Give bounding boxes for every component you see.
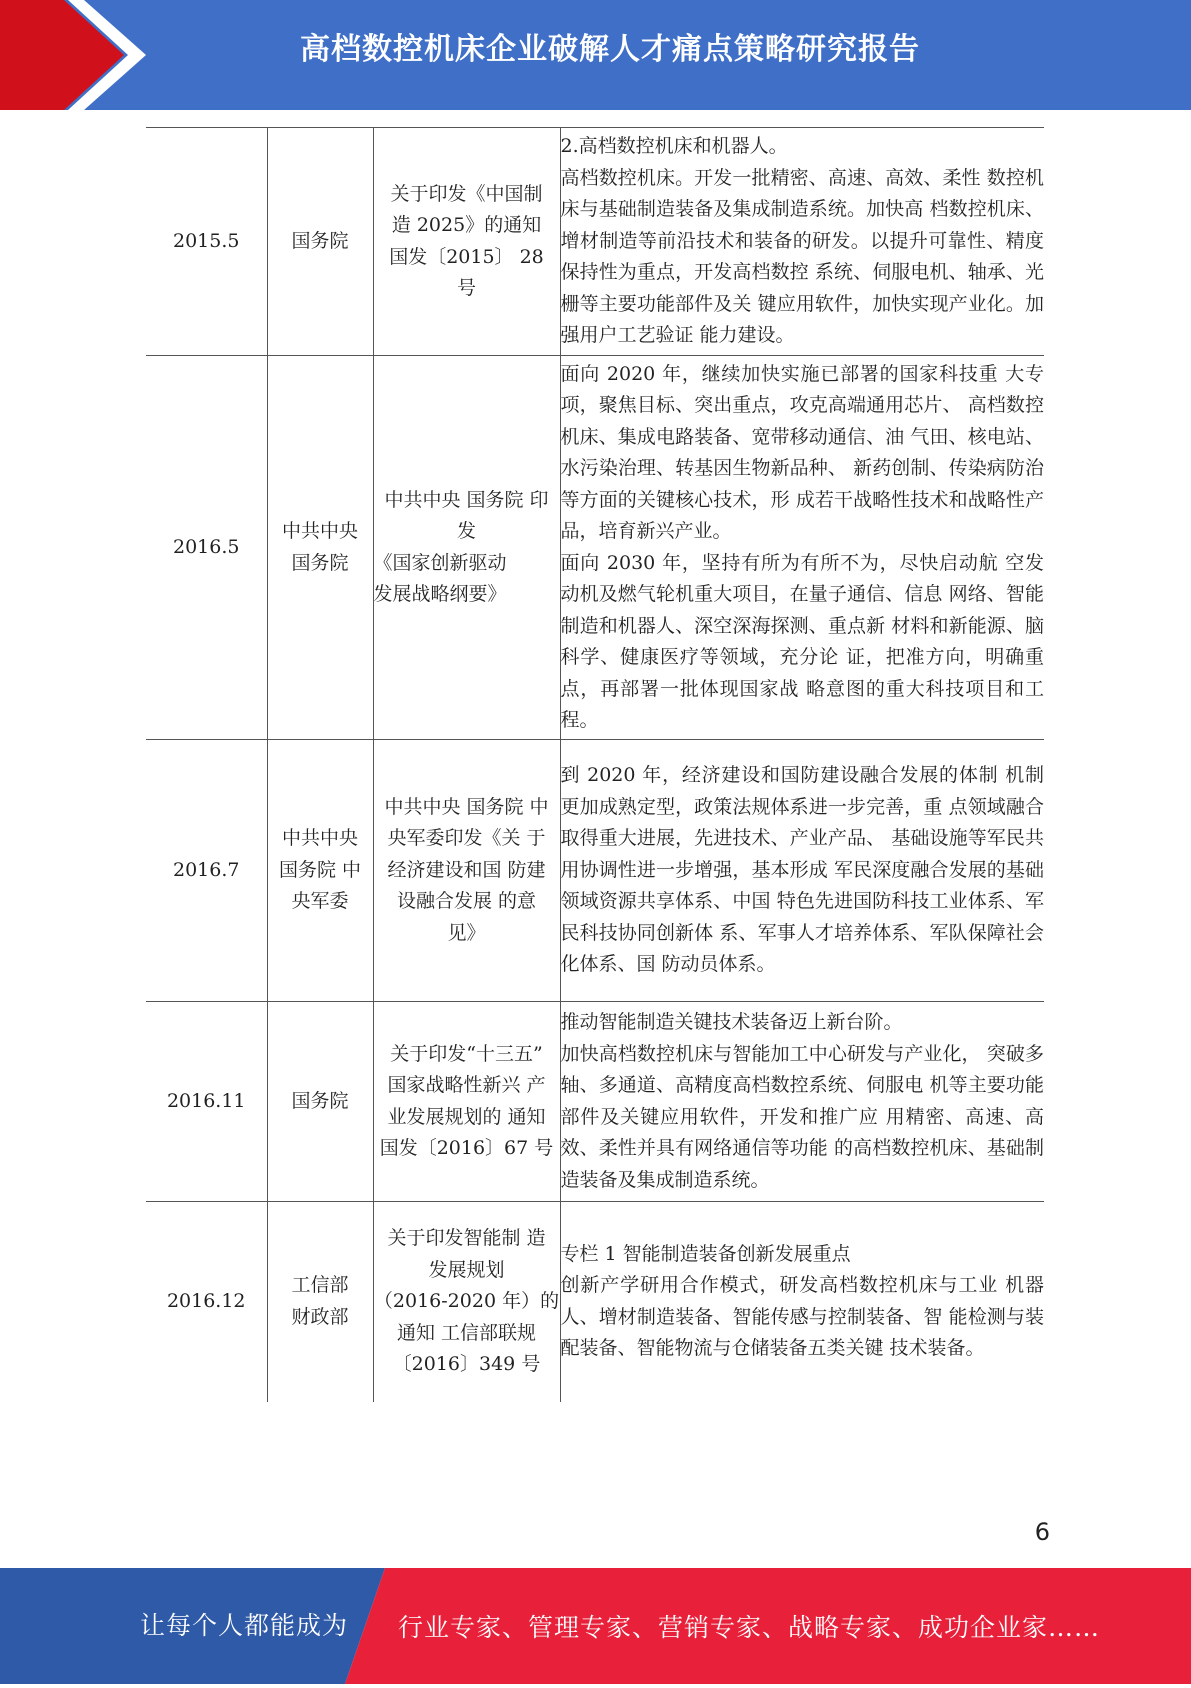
document-line: 业发展规划的 通知 (387, 1105, 546, 1128)
issuer-line: 央军委 (291, 890, 349, 913)
content-paragraph: 加快高档数控机床与智能加工中心研发与产业化， 突破多轴、多通道、高精度高档数控系统、伺服电 机等主要功能部件及关键应用软件，开发和推广应 用精密、高速、高效、柔性并具有网络通信等功能 的高档数控机床、基础制造装备及集成制造系统。 (560, 1042, 1044, 1191)
table-row (146, 356, 1044, 740)
document-cell (373, 1202, 560, 1402)
content-paragraph: 到 2020 年，经济建设和国防建设融合发展的体制 机制更加成熟定型，政策法规体系进一步完善，重 点领域融合取得重大进展，先进技术、产业产品、 基础设施等军民共用协调性进一步增强，基本形成 军民深度融合发展的基础领域资源共享体系、中国 特色先进国防科技工业体系、军民科技协同创新体 系、军事人才培养体系、军队保障社会化体系、国 防动员体系。 (560, 764, 1044, 976)
content-cell (560, 1202, 1044, 1402)
page-title: 高档数控机床企业破解人才痛点策略研究报告 (300, 32, 920, 67)
document-line: 造 2025》的通知 (391, 214, 542, 236)
document-line: 通知 工信部联规 (396, 1321, 537, 1344)
content-paragraph: 推动智能制造关键技术装备迈上新台阶。 (560, 1011, 903, 1033)
date-cell: 2016.7 (146, 740, 267, 1002)
document-line: 号 (456, 277, 476, 299)
document-line: 发展规划 (428, 1258, 505, 1281)
document-cell (373, 740, 560, 1002)
document-line: 《国家创新驱动 (373, 551, 507, 574)
issuer-line: 中共中央 (281, 520, 358, 542)
document-cell (373, 128, 560, 356)
content-cell (560, 128, 1044, 356)
content-cell (560, 740, 1044, 1002)
issuer-cell (267, 740, 373, 1002)
date-cell: 2016.5 (146, 356, 267, 740)
issuer-line: 国务院 (291, 551, 349, 574)
date-cell: 2016.12 (146, 1202, 267, 1402)
content-cell (560, 1002, 1044, 1202)
content-paragraph: 面向 2020 年，继续加快实施已部署的国家科技重 大专项，聚焦目标、突出重点，攻克高端通用芯片、 高档数控机床、集成电路装备、宽带移动通信、油 气田、核电站、水污染治理、转基因生物新品种、 新药创制、传染病防治等方面的关键核心技术，形 成若干战略性技术和战略性产品，培育新兴产业。 (560, 362, 1044, 542)
document-line: （2016-2020 年）的 (373, 1290, 560, 1312)
table-row (146, 1202, 1044, 1402)
issuer-cell (267, 356, 373, 740)
issuer-line: 国务院 (291, 1089, 349, 1112)
issuer-line: 中共中央 (281, 827, 358, 850)
date-cell: 2016.11 (146, 1002, 267, 1202)
document-line: 关于印发《中国制 (390, 182, 543, 205)
issuer-line: 国务院 (291, 229, 349, 252)
policy-table (146, 127, 1044, 1402)
page-footer (0, 1568, 1191, 1684)
content-paragraph: 专栏 1 智能制造装备创新发展重点 (560, 1242, 851, 1265)
table-row (146, 740, 1044, 1002)
document-line: 中共中央 国务院 中 (384, 795, 549, 818)
document-line: 国家战略性新兴 产 (387, 1074, 546, 1096)
table-row (146, 128, 1044, 356)
issuer-line: 工信部 (291, 1274, 349, 1297)
document-line: 国发〔2015〕 28 (389, 245, 544, 268)
document-line: 中共中央 国务院 印 (384, 488, 549, 511)
document-line: 〔2016〕349 号 (392, 1353, 541, 1375)
document-cell (373, 1002, 560, 1202)
issuer-line: 财政部 (291, 1305, 349, 1328)
content-paragraph: 创新产学研用合作模式，研发高档数控机床与工业 机器人、增材制造装备、智能传感与控制装备、智 能检测与装配装备、智能物流与仓储装备五类关键 技术装备。 (560, 1274, 1044, 1360)
issuer-line: 国务院 中 (278, 858, 362, 881)
date-cell: 2015.5 (146, 128, 267, 356)
content-paragraph: 高档数控机床。开发一批精密、高速、高效、柔性 数控机床与基础制造装备及集成制造系统。加快高 档数控机床、增材制造等前沿技术和装备的研发。以提升可靠性、精度保持性为重点，开发高档数控 系统、伺服电机、轴承、光栅等主要功能部件及关 键应用软件，加快实现产业化。加强用户工艺验证 能力建设。 (560, 166, 1044, 347)
issuer-cell (267, 1002, 373, 1202)
content-paragraph: 面向 2030 年，坚持有所为有所不为，尽快启动航 空发动机及燃气轮机重大项目，在量子通信、信息 网络、智能制造和机器人、深空深海探测、重点新 材料和新能源、脑科学、健康医疗等领域，充分论 证，把准方向，明确重点，再部署一批体现国家战 略意图的重大科技项目和工程。 (560, 551, 1044, 731)
content-cell (560, 356, 1044, 740)
document-line: 发 (456, 520, 476, 542)
document-line: 关于印发智能制 造 (387, 1227, 546, 1249)
document-cell (373, 356, 560, 740)
content-paragraph: 2.高档数控机床和机器人。 (560, 135, 788, 158)
document-line: 设融合发展 的意 (396, 890, 537, 913)
document-line: 央军委印发《关 于 (387, 827, 546, 850)
document-line: 发展战略纲要》 (373, 583, 507, 605)
header-arrow-icon (0, 0, 150, 110)
document-line: 国发〔2016〕67 号 (379, 1137, 554, 1159)
issuer-cell (267, 128, 373, 356)
issuer-cell (267, 1202, 373, 1402)
page-header (0, 0, 1191, 110)
table-row (146, 1002, 1044, 1202)
footer-slogan-right: 行业专家、管理专家、营销专家、战略专家、成功企业家…… (398, 1613, 1101, 1642)
document-line: 经济建设和国 防建 (387, 858, 546, 881)
document-line: 关于印发“十三五” (390, 1042, 543, 1065)
document-line: 见》 (447, 921, 486, 944)
footer-slogan-left: 让每个人都能成为 (140, 1611, 349, 1640)
page-number: 6 (1034, 1518, 1050, 1546)
